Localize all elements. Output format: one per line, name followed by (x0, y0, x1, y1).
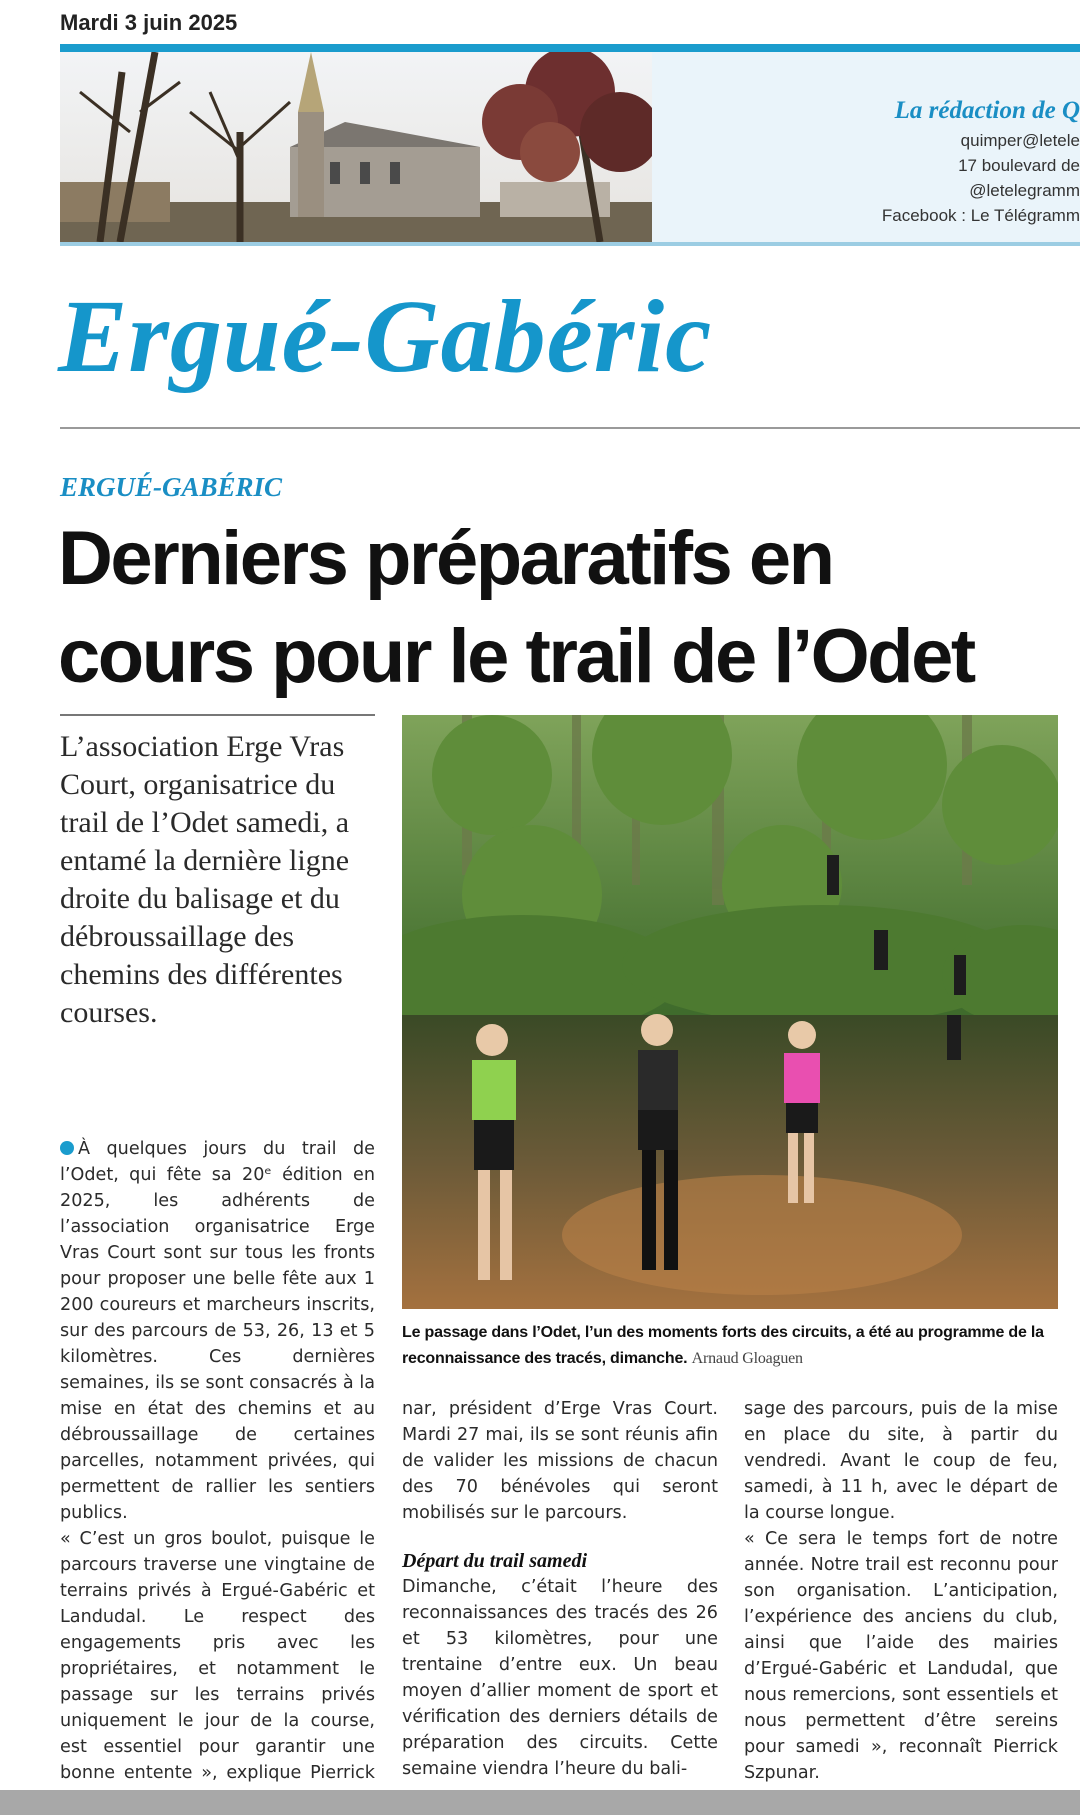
edition-date: Mardi 3 juin 2025 (60, 10, 238, 35)
caption-text: Le passage dans l’Odet, l’un des moments forts des circuits, a été au programme de la reconnaissance des tracés, dimanche. (402, 1324, 1044, 1367)
column-1-paragraph-1 (60, 1136, 375, 1526)
newsroom-facebook: Facebook : Le Télégramm (881, 206, 1080, 225)
column-3-paragraph-1: sage des parcours, puis de la mise en place du site, à partir du vendredi. Avant le coup de feu, samedi, à 11 h, avec le départ de la course longue. (744, 1399, 1058, 1523)
section-town-title: Ergué-Gabéric (58, 279, 713, 394)
article-column-1 (60, 1136, 375, 1812)
newsroom-email: quimper@letele (960, 131, 1080, 150)
column-2-paragraph-1: nar, président d’Erge Vras Court. Mardi 27 mai, ils se sont réunis afin de valider les missions de chacun des 70 bénévoles qui seront mobilisés sur le parcours. (402, 1399, 718, 1523)
article-kicker: ERGUÉ-GABÉRIC (60, 472, 283, 502)
newsroom-handle: @letelegramm (969, 181, 1080, 200)
article-subhead: Départ du trail samedi (402, 1550, 588, 1572)
top-accent-bar (60, 44, 1080, 52)
headline-line-2: cours pour le trail de l’Odet (58, 614, 974, 699)
photo-credit: Arnaud Gloaguen (691, 1350, 803, 1367)
river-crossing-photo (402, 715, 1058, 1309)
article-column-2 (402, 1396, 718, 1782)
newsroom-address: 17 boulevard de (958, 156, 1080, 175)
section-divider (60, 427, 1080, 429)
chapo-divider (60, 714, 375, 716)
bullet-icon (60, 1141, 74, 1155)
bottom-bar (0, 1790, 1080, 1815)
column-1-paragraph-2: « C’est un gros boulot, puisque le parcours traverse une vingtaine de terrains privés à Ergué-Gabéric et Landudal. Le respect des engagements pris avec les propriétaires, et notamment le passage sur les terrains privés uniquement le jour de la course, est essentiel pour garantir une bonne entente », explique Pierrick (60, 1529, 375, 1783)
photo-caption (402, 1320, 1062, 1372)
town-church-photo (60, 52, 652, 242)
newsroom-contact (882, 94, 1080, 228)
column-3-paragraph-2: « Ce sera le temps fort de notre année. Notre trail est reconnu pour son organisation. L’anticipation, l’expérience des anciens du club, ainsi que l’aide des mairies d’Ergué-Gabéric et Landudal, que nous remercions, sont essentiels et nous permettent d’être sereins pour samedi », reconnaît Pierrick Szpunar. (744, 1529, 1058, 1783)
article-chapo: L’association Erge Vras Court, organisatrice du trail de l’Odet samedi, a entamé la dernière ligne droite du balisage et du débroussaillage des chemins des différentes courses. (60, 730, 350, 1029)
column-2-paragraph-2: Dimanche, c’était l’heure des reconnaissances des tracés des 26 et 53 kilomètres, pour une trentaine d’entre eux. Un beau moyen d’allier moment de sport et vérification des derniers détails de préparation des circuits. Cette semaine viendra l’heure du bali- (402, 1577, 718, 1779)
article-headline (58, 510, 1078, 706)
article-column-3 (744, 1396, 1058, 1786)
newsroom-title: La rédaction de Q (894, 97, 1080, 124)
column-1-paragraph-1-text: À quelques jours du trail de l’Odet, qui fête sa 20ᵉ édition en 2025, les adhérents de l’association organisatrice Erge Vras Court sont sur tous les fronts pour proposer une belle fête aux 1 200 coureurs et marcheurs inscrits, sur des parcours de 53, 26, 13 et 5 kilomètres. Ces dernières semaines, ils se sont consacrés à la mise en état des chemins et au débroussaillage de certaines parcelles, notamment privées, qui permettent de rallier les sentiers publics. (60, 1139, 375, 1523)
header-banner (60, 52, 1080, 246)
headline-line-1: Derniers préparatifs en (58, 516, 833, 601)
